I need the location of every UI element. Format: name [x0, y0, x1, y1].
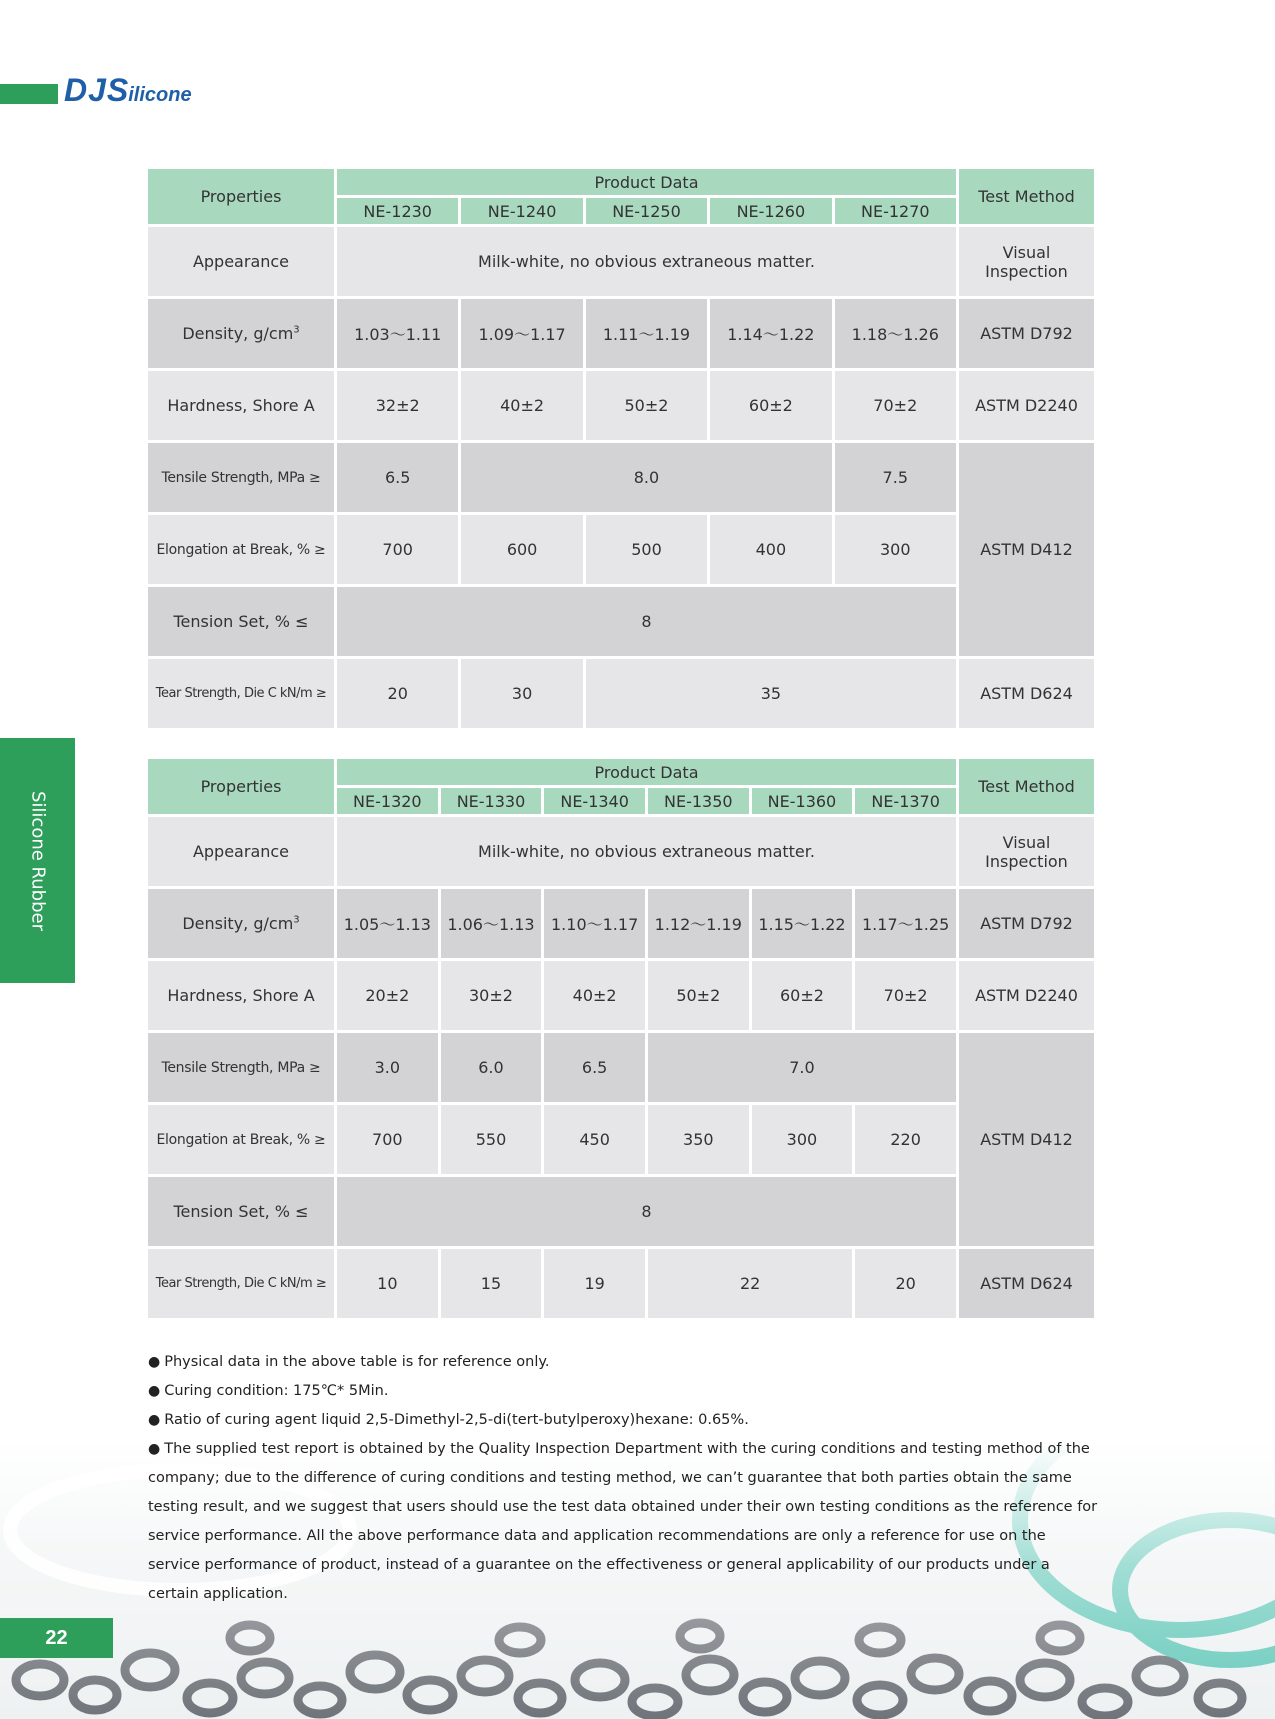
model-header: NE-1270 — [835, 198, 956, 224]
cell-value: 7.5 — [835, 443, 956, 512]
cell-value: 8 — [337, 587, 956, 656]
model-header: NE-1260 — [710, 198, 831, 224]
bullet-icon: ● — [148, 1383, 161, 1399]
test-method-cell: ASTM D412 — [959, 443, 1094, 656]
table-row — [148, 1249, 1094, 1318]
test-method-cell: Visual Inspection — [959, 817, 1094, 886]
page-number: 22 — [0, 1618, 113, 1658]
product-data-header: Product Data — [337, 169, 956, 195]
cell-value: 40±2 — [544, 961, 645, 1030]
cell-value: 20 — [855, 1249, 956, 1318]
row-label: Appearance — [148, 817, 334, 886]
cell-value: 300 — [835, 515, 956, 584]
cell-value: 1.10～1.17 — [544, 889, 645, 958]
bullet-icon: ● — [148, 1354, 161, 1370]
test-method-cell: ASTM D2240 — [959, 961, 1094, 1030]
model-header: NE-1240 — [461, 198, 582, 224]
row-label: Tension Set, % ≤ — [148, 1177, 334, 1246]
cell-value: 30±2 — [441, 961, 542, 1030]
cell-value: 15 — [441, 1249, 542, 1318]
cell-value: 600 — [461, 515, 582, 584]
row-label: Appearance — [148, 227, 334, 296]
row-label: Elongation at Break, % ≥ — [148, 1105, 334, 1174]
table-row — [148, 443, 1094, 512]
test-method-header: Test Method — [959, 759, 1094, 814]
cell-value: 7.0 — [648, 1033, 956, 1102]
row-label: Hardness, Shore A — [148, 371, 334, 440]
cell-value: 1.12～1.19 — [648, 889, 749, 958]
cell-value: 35 — [586, 659, 956, 728]
cell-value: 8 — [337, 1177, 956, 1246]
table-row — [148, 1033, 1094, 1102]
section-side-tab — [0, 738, 75, 983]
model-header: NE-1340 — [544, 788, 645, 814]
cell-value: 350 — [648, 1105, 749, 1174]
section-side-tab-label: Silicone Rubber — [27, 790, 48, 931]
note-item: ● Ratio of curing agent liquid 2,5-Dimethyl-2,5-di(tert-butylperoxy)hexane: 0.65%. — [148, 1412, 749, 1428]
cell-value: 20±2 — [337, 961, 438, 1030]
cell-value: 550 — [441, 1105, 542, 1174]
test-method-cell: ASTM D792 — [959, 889, 1094, 958]
spec-table-ne-1300 — [145, 756, 1097, 1321]
row-label: Tensile Strength, MPa ≥ — [148, 1033, 334, 1102]
table-row — [148, 1105, 1094, 1174]
cell-value: 700 — [337, 1105, 438, 1174]
note-item: ● The supplied test report is obtained by the Quality Inspection Department with the curing conditions and testing method of the company; due to the difference of curing conditions and testing method, we can’t guarantee that both parties obtain the same testing result, and we suggest that users should use the test data obtained under their own testing conditions as the reference for service performance. All the above performance data and application recommendations are only a reference for use on the service performance of product, instead of a guarantee on the effectiveness or general applicability of our products under a certain application. — [148, 1441, 1098, 1602]
table-row — [148, 299, 1094, 368]
cell-value: 400 — [710, 515, 831, 584]
table-row — [148, 515, 1094, 584]
cell-value: 1.05～1.13 — [337, 889, 438, 958]
notes-section — [148, 1348, 1098, 1609]
table-row — [148, 227, 1094, 296]
cell-value: 60±2 — [710, 371, 831, 440]
model-header: NE-1320 — [337, 788, 438, 814]
cell-value: 450 — [544, 1105, 645, 1174]
cell-value: 20 — [337, 659, 458, 728]
cell-value: 50±2 — [648, 961, 749, 1030]
cell-value: 22 — [648, 1249, 852, 1318]
bullet-icon: ● — [148, 1412, 161, 1428]
table-row — [148, 889, 1094, 958]
cell-value: 70±2 — [835, 371, 956, 440]
cell-value: 1.18～1.26 — [835, 299, 956, 368]
cell-value: 1.03～1.11 — [337, 299, 458, 368]
cell-value: Milk-white, no obvious extraneous matter. — [337, 817, 956, 886]
table-row — [148, 1177, 1094, 1246]
cell-value: 8.0 — [461, 443, 831, 512]
model-header: NE-1230 — [337, 198, 458, 224]
brand-logo: DJSilicone — [64, 72, 192, 108]
cell-value: 30 — [461, 659, 582, 728]
cell-value: 1.11～1.19 — [586, 299, 707, 368]
cell-value: 500 — [586, 515, 707, 584]
table-row — [148, 961, 1094, 1030]
model-header: NE-1250 — [586, 198, 707, 224]
test-method-cell: ASTM D624 — [959, 1249, 1094, 1318]
cell-value: 19 — [544, 1249, 645, 1318]
test-method-cell: Visual Inspection — [959, 227, 1094, 296]
row-label: Elongation at Break, % ≥ — [148, 515, 334, 584]
test-method-cell: ASTM D792 — [959, 299, 1094, 368]
model-header: NE-1330 — [441, 788, 542, 814]
row-label: Tension Set, % ≤ — [148, 587, 334, 656]
test-method-cell: ASTM D412 — [959, 1033, 1094, 1246]
row-label: Hardness, Shore A — [148, 961, 334, 1030]
properties-header: Properties — [148, 759, 334, 814]
logo-accent-bar — [0, 84, 58, 104]
table-row — [148, 817, 1094, 886]
spec-table-ne-1200 — [145, 166, 1097, 731]
cell-value: 32±2 — [337, 371, 458, 440]
model-header: NE-1350 — [648, 788, 749, 814]
cell-value: 1.14～1.22 — [710, 299, 831, 368]
cell-value: 1.15～1.22 — [752, 889, 853, 958]
table-row — [148, 659, 1094, 728]
cell-value: 70±2 — [855, 961, 956, 1030]
cell-value: 6.0 — [441, 1033, 542, 1102]
note-item: ● Physical data in the above table is for reference only. — [148, 1354, 550, 1370]
cell-value: 220 — [855, 1105, 956, 1174]
cell-value: 60±2 — [752, 961, 853, 1030]
model-header: NE-1360 — [752, 788, 853, 814]
cell-value: 6.5 — [337, 443, 458, 512]
cell-value: 40±2 — [461, 371, 582, 440]
cell-value: 10 — [337, 1249, 438, 1318]
cell-value: 1.09～1.17 — [461, 299, 582, 368]
row-label: Tear Strength, Die C kN/m ≥ — [148, 1249, 334, 1318]
test-method-header: Test Method — [959, 169, 1094, 224]
cell-value: 6.5 — [544, 1033, 645, 1102]
model-header: NE-1370 — [855, 788, 956, 814]
cell-value: 3.0 — [337, 1033, 438, 1102]
cell-value: 50±2 — [586, 371, 707, 440]
cell-value: 1.06～1.13 — [441, 889, 542, 958]
cell-value: Milk-white, no obvious extraneous matter. — [337, 227, 956, 296]
row-label: Tear Strength, Die C kN/m ≥ — [148, 659, 334, 728]
table-row — [148, 587, 1094, 656]
properties-header: Properties — [148, 169, 334, 224]
row-label: Tensile Strength, MPa ≥ — [148, 443, 334, 512]
test-method-cell: ASTM D624 — [959, 659, 1094, 728]
row-label: Density, $g/cm^3$ — [148, 889, 334, 958]
product-data-header: Product Data — [337, 759, 956, 785]
cell-value: 300 — [752, 1105, 853, 1174]
bullet-icon: ● — [148, 1441, 161, 1457]
note-item: ● Curing condition: 175℃* 5Min. — [148, 1383, 389, 1399]
cell-value: 1.17～1.25 — [855, 889, 956, 958]
test-method-cell: ASTM D2240 — [959, 371, 1094, 440]
table-row — [148, 371, 1094, 440]
row-label: Density, $g/cm^3$ — [148, 299, 334, 368]
cell-value: 700 — [337, 515, 458, 584]
